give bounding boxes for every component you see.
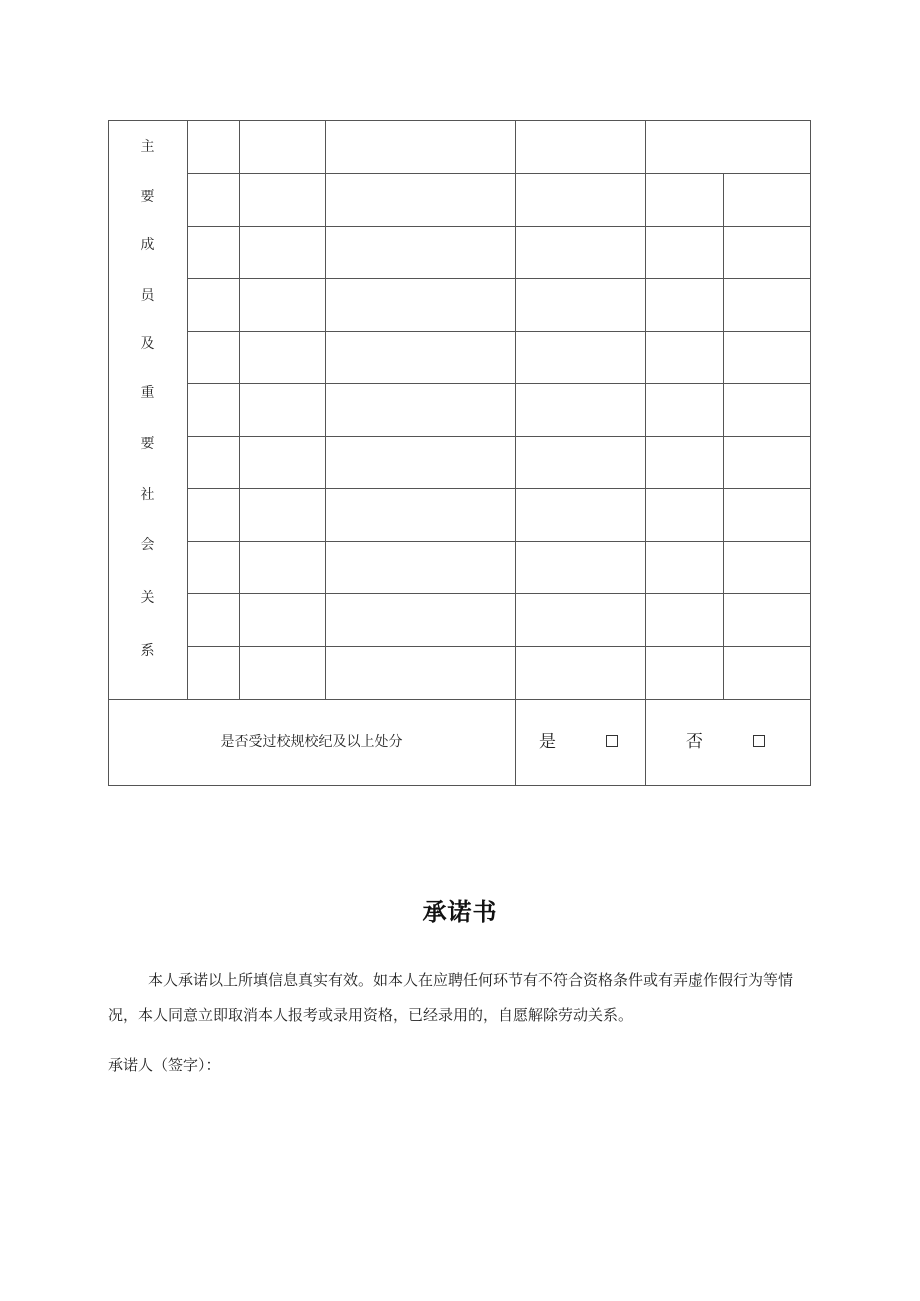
table-cell[interactable] [517,122,644,172]
table-cell[interactable] [517,543,644,592]
table-cell[interactable] [647,333,722,382]
no-checkbox-icon[interactable] [753,735,765,747]
table-cell[interactable] [189,175,238,225]
table-cell[interactable] [327,595,514,645]
discipline-question: 是否受过校规校纪及以上处分 [220,734,403,750]
table-cell[interactable] [517,175,644,225]
table-cell[interactable] [647,490,722,540]
table-cell[interactable] [327,543,514,592]
table-cell[interactable] [189,228,238,277]
table-cell[interactable] [647,280,722,330]
table-cell[interactable] [189,333,238,382]
column-divider [187,120,188,699]
table-cell[interactable] [725,595,810,645]
section-label-char: 关 [140,590,155,606]
row-divider [187,383,811,384]
table-cell[interactable] [189,648,238,698]
option-divider [515,699,516,786]
table-cell[interactable] [517,385,644,435]
table-border-top [108,120,811,121]
table-cell[interactable] [517,595,644,645]
column-divider [325,120,326,699]
table-cell[interactable] [327,490,514,540]
table-border-left [108,120,109,786]
table-cell[interactable] [241,175,324,225]
table-cell[interactable] [725,333,810,382]
row-divider [187,226,811,227]
table-cell[interactable] [725,543,810,592]
table-cell[interactable] [647,648,722,698]
table-cell[interactable] [327,438,514,487]
column-divider-split [723,173,724,699]
table-cell[interactable] [647,595,722,645]
table-cell[interactable] [517,228,644,277]
table-cell[interactable] [327,228,514,277]
table-cell[interactable] [241,385,324,435]
section-label-char: 社 [140,487,155,503]
table-cell[interactable] [327,175,514,225]
table-cell[interactable] [241,543,324,592]
table-cell[interactable] [725,490,810,540]
family-relations-table [108,120,811,786]
table-cell[interactable] [647,438,722,487]
table-cell[interactable] [241,648,324,698]
table-cell[interactable] [517,648,644,698]
table-cell[interactable] [327,385,514,435]
table-cell[interactable] [725,385,810,435]
section-label-char: 要 [140,436,155,452]
table-cell[interactable] [241,438,324,487]
table-cell[interactable] [517,438,644,487]
table-cell[interactable] [189,385,238,435]
table-cell[interactable] [647,228,722,277]
row-divider [187,541,811,542]
table-cell[interactable] [189,543,238,592]
section-label-char: 系 [140,643,155,659]
table-border-right [810,120,811,786]
table-cell[interactable] [725,175,810,225]
table-cell[interactable] [189,280,238,330]
table-cell[interactable] [647,175,722,225]
table-cell[interactable] [189,490,238,540]
table-cell[interactable] [241,595,324,645]
row-divider [187,436,811,437]
yes-label: 是 [539,732,556,752]
table-cell[interactable] [725,648,810,698]
table-cell[interactable] [647,543,722,592]
table-cell[interactable] [189,438,238,487]
row-divider [187,593,811,594]
table-cell[interactable] [725,228,810,277]
section-label-char: 主 [140,139,155,155]
section-label-char: 要 [140,189,155,205]
table-cell[interactable] [327,122,514,172]
table-cell[interactable] [189,595,238,645]
table-cell[interactable] [517,280,644,330]
no-label: 否 [686,732,703,752]
column-divider [645,120,646,699]
section-label-char: 成 [140,237,155,253]
section-label-char: 及 [140,336,155,352]
row-divider [187,278,811,279]
table-cell[interactable] [647,385,722,435]
table-cell[interactable] [189,122,238,172]
table-cell[interactable] [725,438,810,487]
column-divider [515,120,516,699]
table-cell[interactable] [241,490,324,540]
row-divider [187,488,811,489]
column-divider [239,120,240,699]
table-cell[interactable] [517,333,644,382]
table-cell[interactable] [725,280,810,330]
section-label-char: 员 [140,288,155,304]
table-cell[interactable] [241,228,324,277]
table-cell[interactable] [241,280,324,330]
section-label-char: 会 [140,537,155,553]
signer-label: 承诺人（签字）： [108,1056,221,1074]
yes-checkbox-icon[interactable] [606,735,618,747]
table-cell[interactable] [241,122,324,172]
option-divider [645,699,646,786]
table-cell[interactable] [327,648,514,698]
row-divider [187,646,811,647]
pledge-body: 本人承诺以上所填信息真实有效。如本人在应聘任何环节有不符合资格条件或有弄虚作假行为等情况，本人同意立即取消本人报考或录用资格，已经录用的，自愿解除劳动关系。 [108,971,794,1024]
table-cell[interactable] [327,333,514,382]
table-cell[interactable] [647,122,810,172]
section-label-char: 重 [140,385,155,401]
row-divider [187,173,811,174]
table-cell[interactable] [517,490,644,540]
table-cell[interactable] [327,280,514,330]
row-divider [187,331,811,332]
table-cell[interactable] [241,333,324,382]
pledge-title: 承诺书 [422,898,498,926]
